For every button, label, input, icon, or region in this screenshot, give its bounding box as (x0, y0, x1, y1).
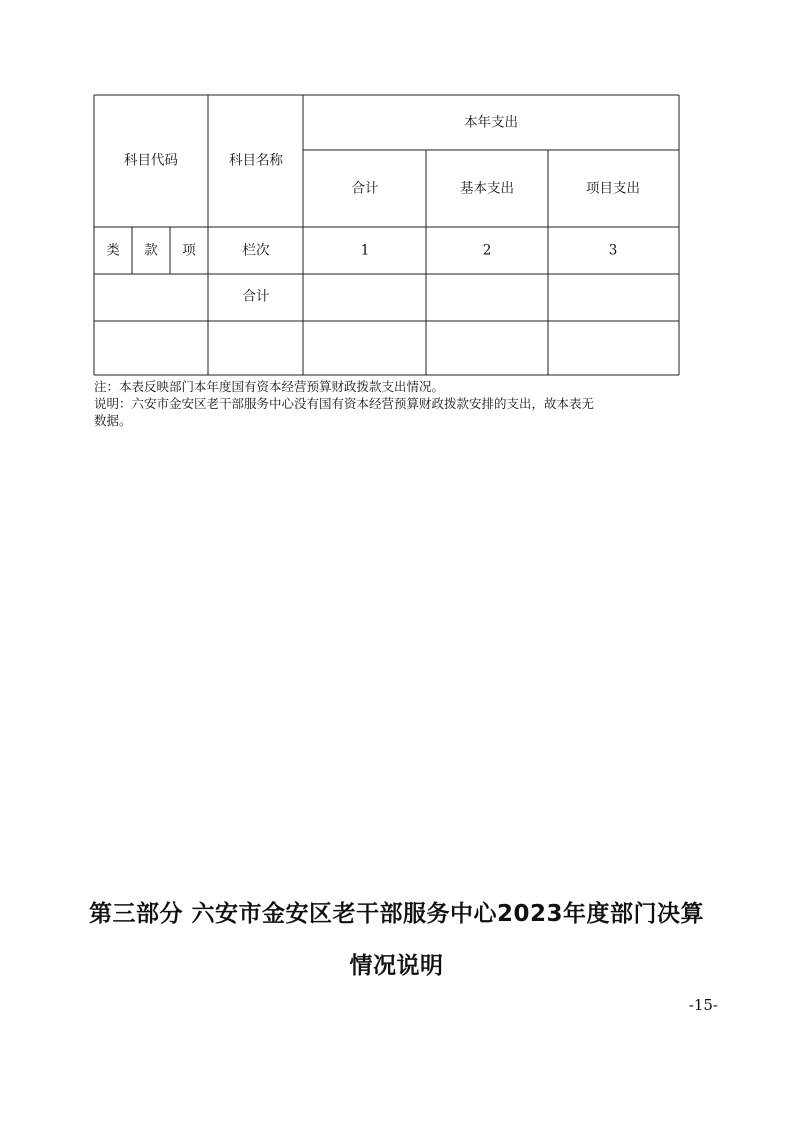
header-subject-name: 科目名称 (229, 152, 283, 169)
section-title-line-2: 情况说明 (349, 953, 444, 979)
table-explanation-continued: 数据。 (94, 413, 132, 428)
header-project-expenditure: 项目支出 (586, 180, 640, 197)
index-lei: 类 (106, 242, 120, 259)
total-row-label: 合计 (242, 288, 270, 305)
index-col-2: 2 (482, 242, 492, 259)
index-label: 栏次 (242, 242, 270, 259)
table-explanation: 说明：六安市金安区老干部服务中心没有国有资本经营预算财政拨款安排的支出，故本表无 (94, 396, 595, 411)
header-total: 合计 (351, 180, 379, 197)
index-kuan: 款 (144, 242, 158, 259)
section-title-line-1: 第三部分 六安市金安区老干部服务中心2023年度部门决算 (88, 901, 705, 927)
expenditure-table-grid (0, 0, 793, 380)
index-col-1: 1 (360, 242, 370, 259)
header-current-year-expenditure: 本年支出 (464, 114, 518, 131)
index-xiang: 项 (182, 242, 196, 259)
header-subject-code: 科目代码 (124, 152, 178, 169)
index-col-3: 3 (608, 242, 618, 259)
table-note: 注：本表反映部门本年度国有资本经营预算财政拨款支出情况。 (94, 379, 445, 394)
header-basic-expenditure: 基本支出 (460, 180, 514, 197)
page-number: -15- (688, 996, 718, 1014)
